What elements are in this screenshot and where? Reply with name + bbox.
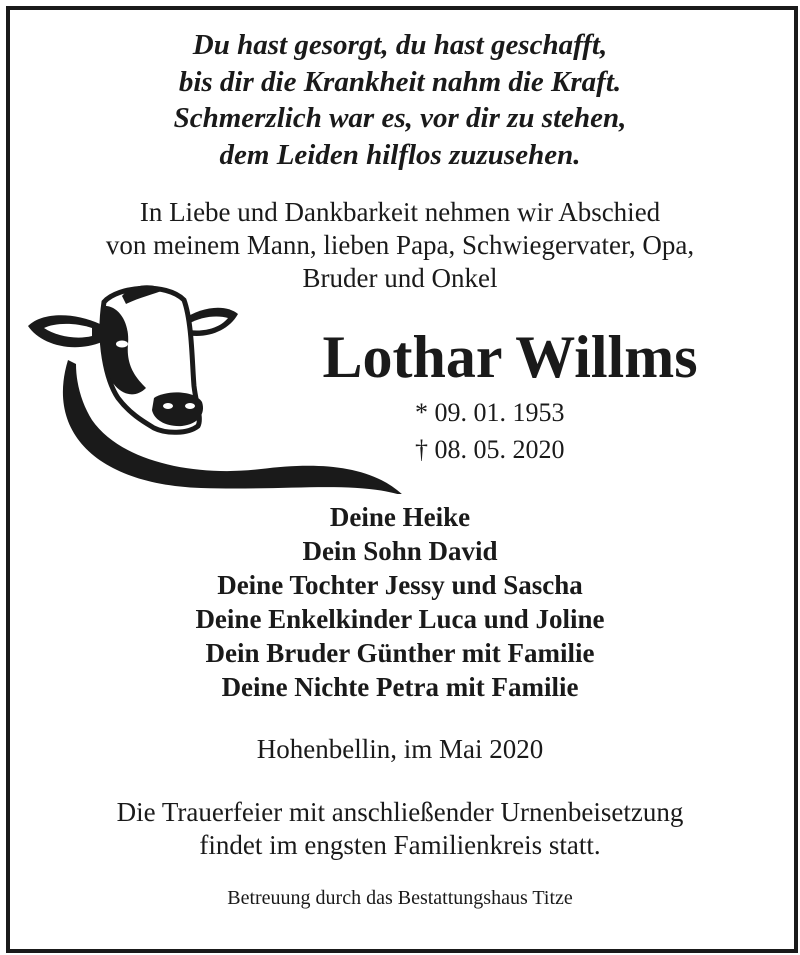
poem-line: dem Leiden hilflos zuzusehen. bbox=[219, 138, 581, 171]
intro-line: von meinem Mann, lieben Papa, Schwiegervater, Opa, bbox=[105, 230, 695, 260]
poem-line: Du hast gesorgt, du hast geschafft, bbox=[192, 29, 608, 61]
notice-line: Die Trauerfeier mit anschließender Urnenbeisetzung bbox=[116, 797, 684, 827]
mourner: Deine Heike bbox=[329, 502, 471, 532]
mourner: Deine Tochter Jessy und Sascha bbox=[217, 570, 583, 600]
mourner: Deine Nichte Petra mit Familie bbox=[221, 672, 579, 702]
ceremony-notice bbox=[0, 796, 800, 862]
intro-line: Bruder und Onkel bbox=[302, 263, 498, 293]
memorial-poem bbox=[0, 27, 800, 173]
mourner: Dein Sohn David bbox=[302, 536, 498, 566]
mourners-list bbox=[0, 500, 800, 704]
death-date: † 08. 05. 2020 bbox=[415, 435, 565, 464]
mourner: Deine Enkelkinder Luca und Joline bbox=[195, 604, 605, 634]
deceased-name: Lothar Willms bbox=[322, 324, 698, 390]
birth-date: * 09. 01. 1953 bbox=[415, 398, 565, 427]
mourner: Dein Bruder Günther mit Familie bbox=[205, 638, 595, 668]
place-and-date: Hohenbellin, im Mai 2020 bbox=[256, 734, 544, 764]
undertaker-credit: Betreuung durch das Bestattungshaus Titze bbox=[227, 887, 573, 909]
poem-line: bis dir die Krankheit nahm die Kraft. bbox=[178, 65, 622, 98]
life-dates bbox=[415, 394, 565, 468]
farewell-intro bbox=[0, 196, 800, 295]
intro-line: In Liebe und Dankbarkeit nehmen wir Abschied bbox=[139, 197, 661, 227]
notice-line: findet im engsten Familienkreis statt. bbox=[199, 830, 601, 860]
poem-line: Schmerzlich war es, vor dir zu stehen, bbox=[173, 102, 627, 134]
